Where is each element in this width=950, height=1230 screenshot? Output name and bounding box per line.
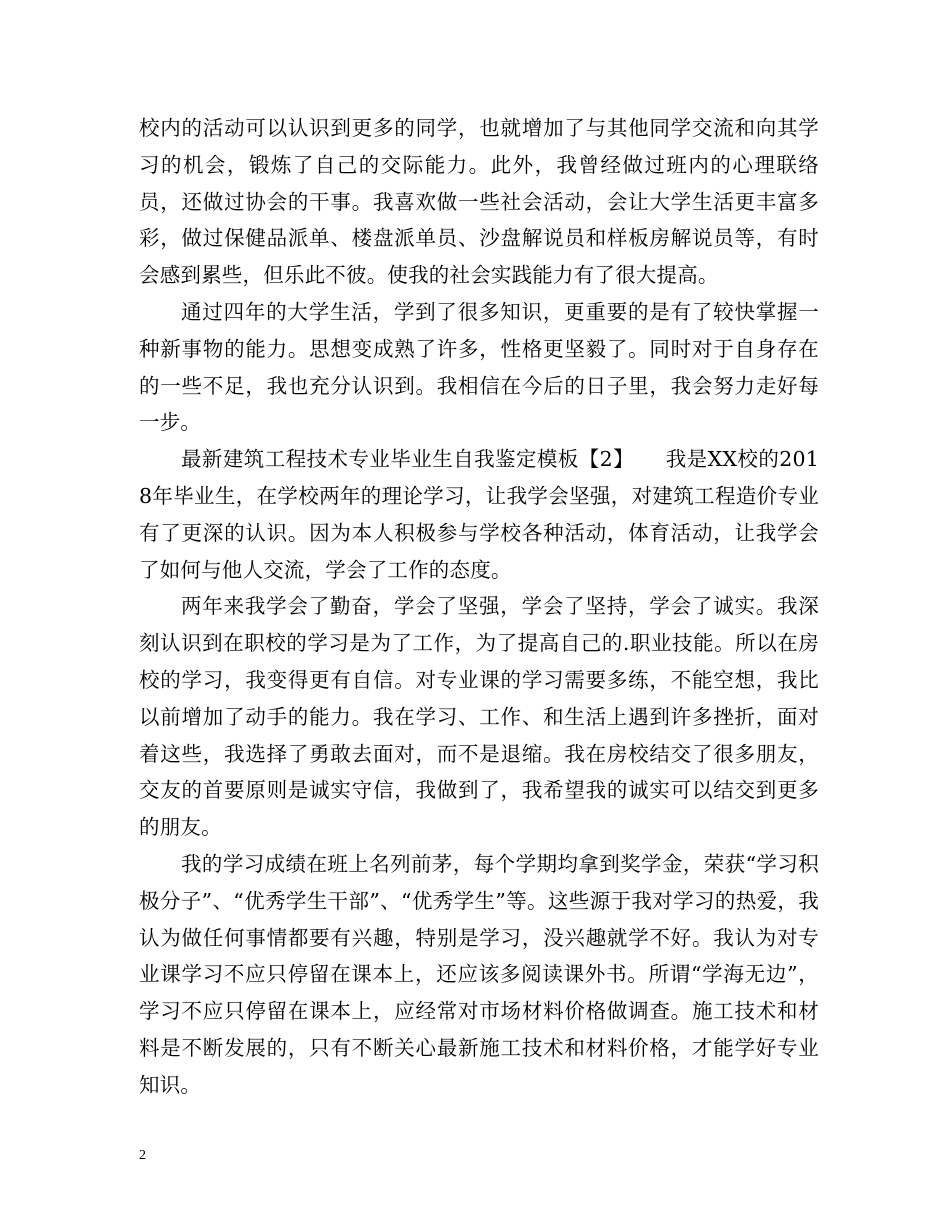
paragraph: 我的学习成绩在班上名列前茅，每个学期均拿到奖学金，荣获“学习积极分子”、“优秀学生干部”、“优秀学生”等。这些源于我对学习的热爱，我认为做任何事情都要有兴趣，特别是学习，没兴趣就学不好。我认为对专业课学习不应只停留在课本上，还应该多阅读课外书。所谓“学海无边”，学习不应只停留在课本上，应经常对市场材料价格做调查。施工技术和材料是不断发展的，只有不断关心最新施工技术和材料价格，才能学好专业知识。 <box>139 851 819 1097</box>
paragraph: 通过四年的大学生活，学到了很多知识，更重要的是有了较快掌握一种新事物的能力。思想变成熟了许多，性格更坚毅了。同时对于自身存在的一些不足，我也充分认识到。我相信在今后的日子里，我会努力走好每一步。 <box>139 299 819 435</box>
paragraph: 最新建筑工程技术专业毕业生自我鉴定模板【2】 我是XX校的2018年毕业生，在学校两年的理论学习，让我学会坚强，对建筑工程造价专业有了更深的认识。因为本人积极参与学校各种活动，体育活动，让我学会了如何与他人交流，学会了工作的态度。 <box>139 447 819 582</box>
paragraph: 两年来我学会了勤奋，学会了坚强，学会了坚持，学会了诚实。我深刻认识到在职校的学习是为了工作，为了提高自己的.职业技能。所以在房校的学习，我变得更有自信。对专业课的学习需要多练，不能空想，我比以前增加了动手的能力。我在学习、工作、和生活上遇到许多挫折，面对着这些，我选择了勇敢去面对，而不是退缩。我在房校结交了很多朋友，交友的首要原则是诚实守信，我做到了，我希望我的诚实可以结交到更多的朋友。 <box>139 594 819 840</box>
paragraph-continued: 校内的活动可以认识到更多的同学，也就增加了与其他同学交流和向其学习的机会，锻炼了自己的交际能力。此外，我曾经做过班内的心理联络员，还做过协会的干事。我喜欢做一些社会活动，会让大学生活更丰富多彩，做过保健品派单、楼盘派单员、沙盘解说员和样板房解说员等，有时会感到累些，但乐此不彼。使我的社会实践能力有了很大提高。 <box>139 116 819 288</box>
page-number: 2 <box>139 1148 146 1163</box>
document-body <box>139 110 819 1104</box>
